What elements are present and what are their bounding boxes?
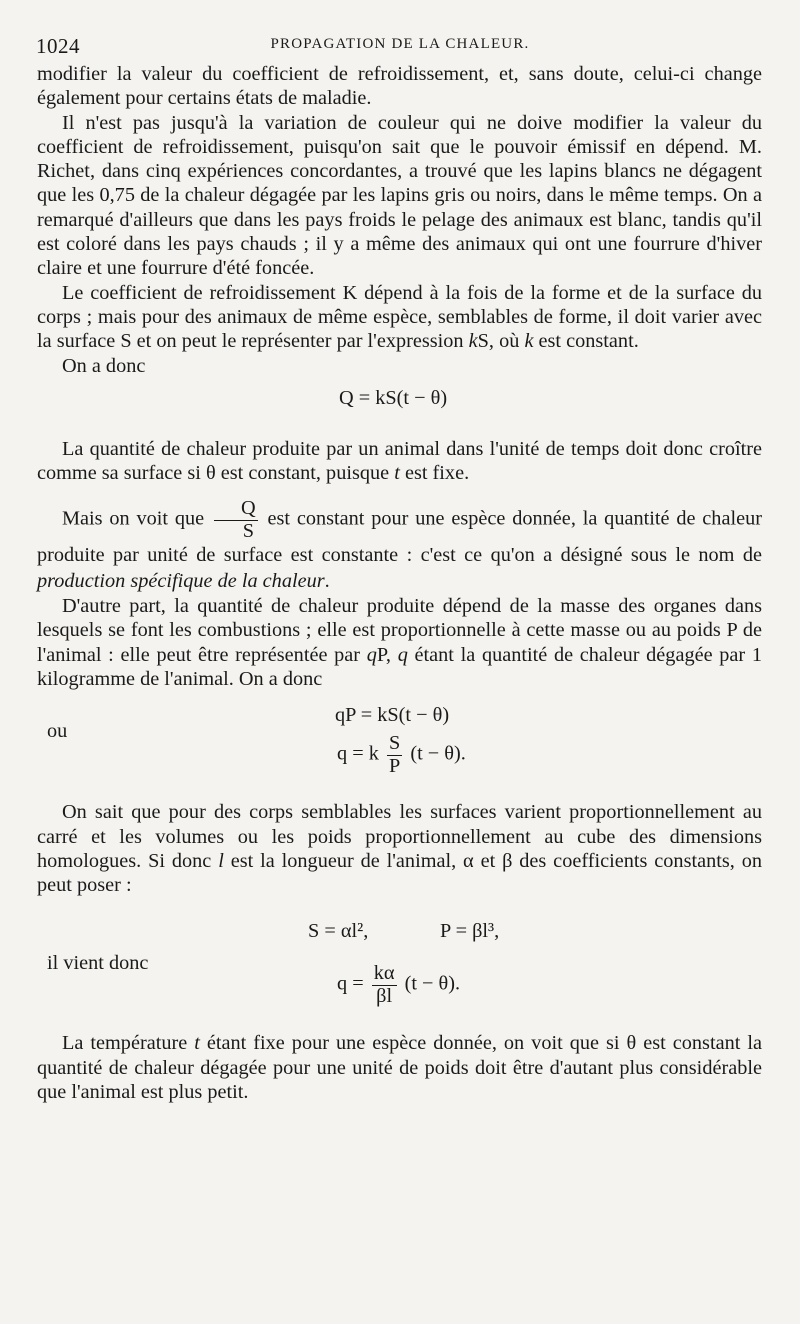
paragraph-8: On sait que pour des corps semblables les surfaces varient proportionnellement au carré et les volumes ou les poids proportionnellement au cube des dimensions homologues. Si donc l est la longueur de l'animal, α et β des coefficients constants, on peut poser : [37, 801, 762, 897]
equation-1: Q = kS(t − θ) [339, 386, 448, 409]
equation-1-row [37, 378, 762, 424]
equation-5: q = $\frac{k\alpha}{\beta l}$ (t − θ). [337, 962, 461, 1007]
equation-5-row [37, 953, 762, 1031]
fraction-q-over-s: $\frac{Q}{S}$ [214, 498, 258, 542]
paragraph-1: modifier la valeur du coefficient de refroidissement, et, sans doute, celui-ci change également pour certains états de maladie. [37, 63, 762, 110]
paragraph-7: D'autre part, la quantité de chaleur produite dépend de la masse des organes dans lesquels se font les combustions ; elle est proportionnelle à cette masse ou au poids P de l'animal : elle peut être représentée par qP, q étant la quantité de chaleur dégagée par 1 kilogramme de l'animal. On a donc [37, 595, 762, 690]
equation-2-row [37, 691, 762, 727]
equation-4-row [37, 897, 762, 953]
page-header [36, 30, 764, 56]
equation-4b: P = βl³, [440, 920, 500, 943]
equation-4a: S = αl², [308, 920, 369, 943]
label-ou: ou [47, 720, 68, 743]
running-title: PROPAGATION DE LA CHALEUR. [270, 36, 530, 52]
paragraph-3: Le coefficient de refroidissement K dépend à la fois de la forme et de la surface du corps ; mais pour des animaux de même espèce, semblables de forme, il doit varier avec la surface S et on peut le représenter par l'expression kS, où k est constant. [37, 281, 762, 353]
paragraph-9: La température t étant fixe pour une espèce donnée, on voit que si θ est constant la quantité de chaleur dégagée pour une unité de poids doit être d'autant plus considérable que l'animal est plus petit. [37, 1032, 762, 1104]
page-number: 1024 [36, 34, 80, 58]
label-il-vient-donc: il vient donc [47, 952, 149, 975]
paragraph-2: Il n'est pas jusqu'à la variation de couleur qui ne doive modifier la valeur du coefficient de refroidissement, puisqu'on sait que le pouvoir émissif en dépend. M. Richet, dans cinq expériences concordantes, a trouvé que les lapins blancs ne dégagent que les 0,75 de la chaleur dégagée par les lapins gris ou noirs, dans le même temps. On a remarqué d'ailleurs que dans les pays froids le pelage des animaux est blanc, tandis qu'il est coloré dans les pays chauds ; il y a même des animaux qui ont une fourrure d'hiver claire et une fourrure d'été foncée. [37, 111, 762, 280]
equation-3-row [37, 720, 762, 787]
paragraph-5: La quantité de chaleur produite par un animal dans l'unité de temps doit donc croître comme sa surface si θ est constant, puisque t est fixe. [37, 437, 762, 485]
equation-2: qP = kS(t − θ) [335, 704, 450, 727]
page-body [37, 62, 762, 1104]
paragraph-4: On a donc [62, 354, 146, 377]
paragraph-6: Mais on voit que $\frac{Q}{S}$ est constant pour une espèce donnée, la quantité de chaleur produite par unité de surface est constante : c'est ce qu'on a désigné sous le nom de production spécifique de la chaleur. [37, 497, 762, 593]
equation-3: q = k $\frac{S}{P}$ (t − θ). [337, 732, 466, 777]
